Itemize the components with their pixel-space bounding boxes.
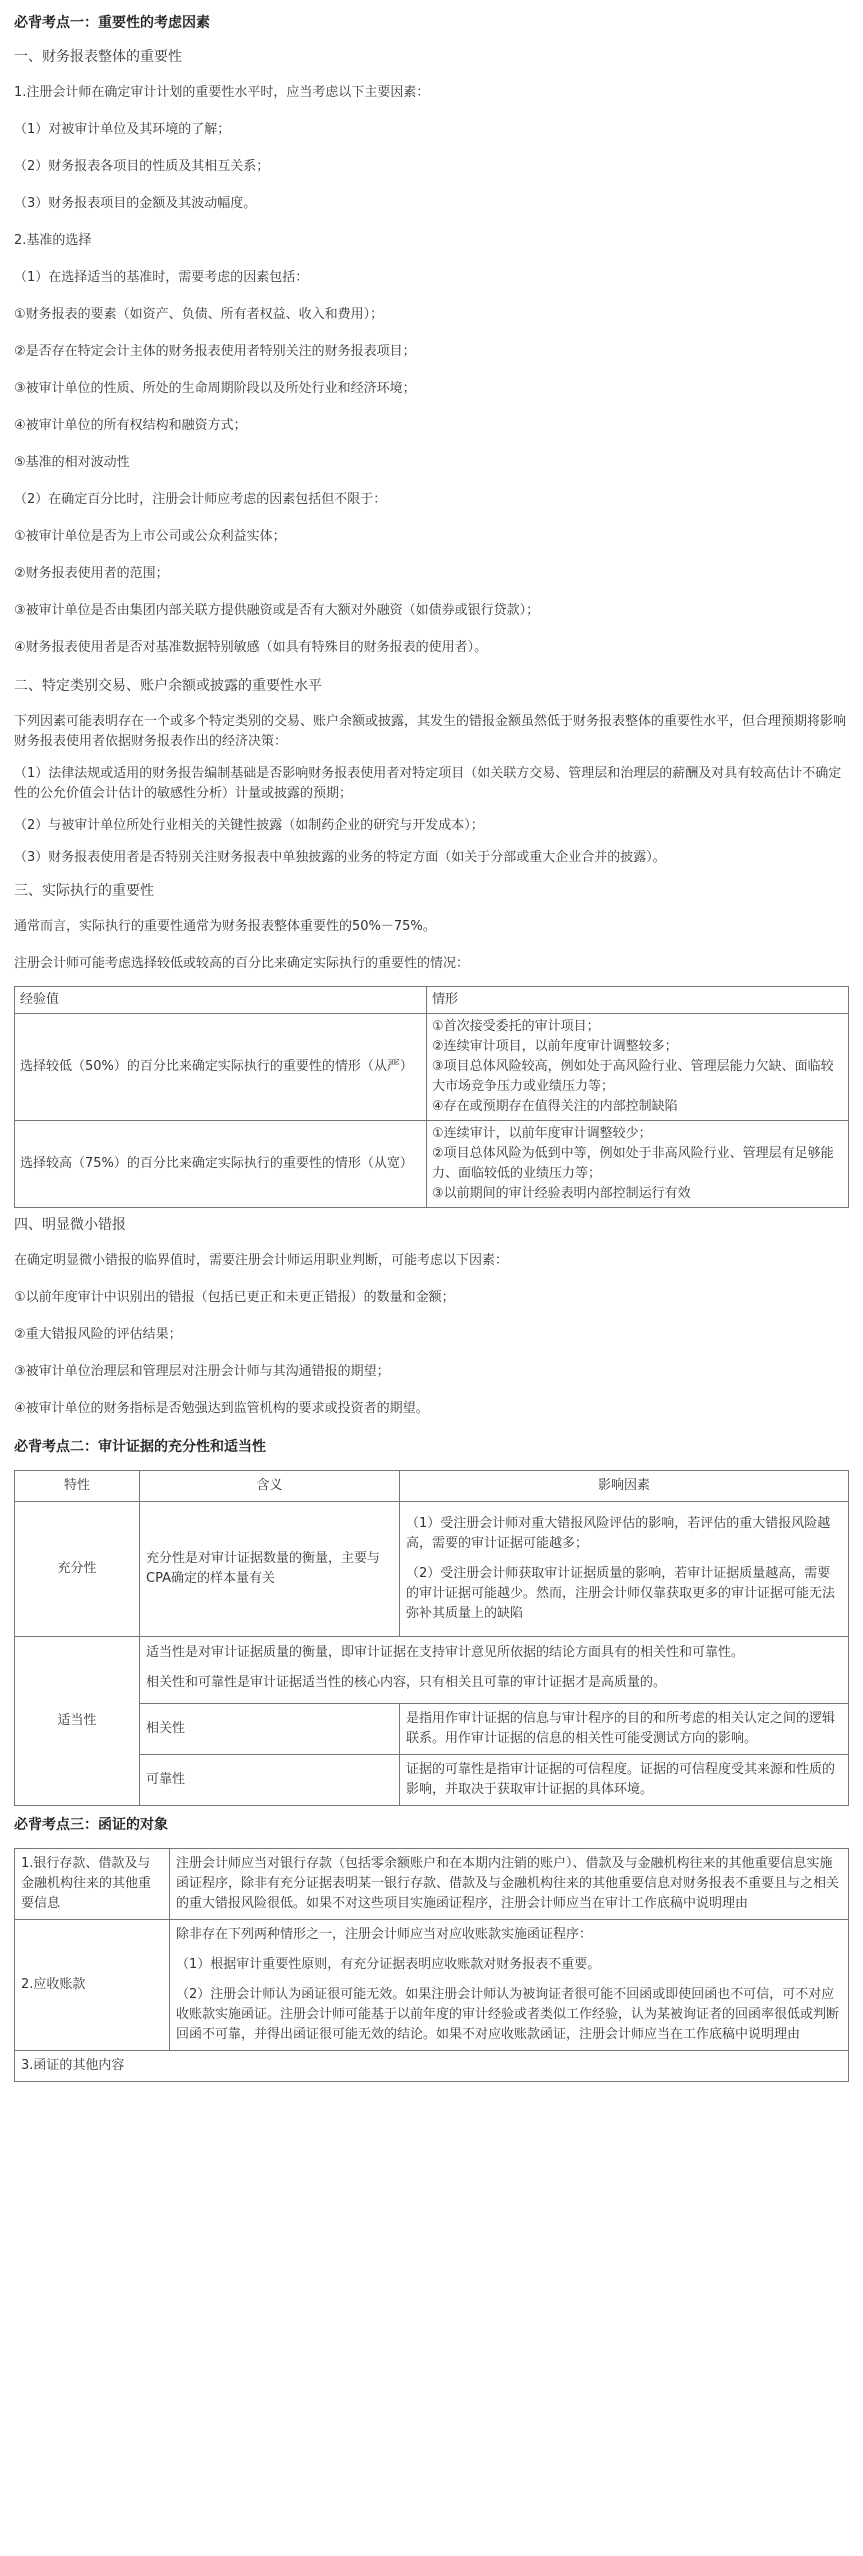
table-cell-line: 适当性是对审计证据质量的衡量，即审计证据在支持审计意见所依据的结论方面具有的相关性和可靠性。 (146, 1645, 745, 1660)
table-row (15, 1014, 849, 1121)
table-cell: 证据的可靠性是指审计证据的可信程度。证据的可信程度受其来源和性质的影响，并取决于获取审计证据的具体环境。 (400, 1755, 849, 1806)
table-cell-line: ③以前期间的审计经验表明内部控制运行有效 (432, 1186, 691, 1201)
section2-title: 必背考点二：审计证据的充分性和适当性 (14, 1439, 266, 1455)
part3-p1: 通常而言，实际执行的重要性通常为财务报表整体重要性的50%－75%。 (14, 919, 436, 934)
table-cell-line: （2）注册会计师认为函证很可能无效。如果注册会计师认为被询证者很可能不回函或即使回函也不可信，可不对应收账款实施函证。注册会计师可能基于以前年度的审计经验或者类似工作经验，认为某被询证者的回函率很低或判断回函不可靠，并得出函证很可能无效的结论。如果不对应收账款函证，注册会计师应当在工作底稿中说明理由 (176, 1987, 840, 2042)
table-row (15, 1637, 849, 1704)
part3-p2: 注册会计师可能考虑选择较低或较高的百分比来确定实际执行的重要性的情况： (14, 956, 470, 971)
table-cell: 选择较低（50%）的百分比来确定实际执行的重要性的情形（从严） (15, 1014, 427, 1121)
table-cell: 适当性 (15, 1637, 140, 1806)
part4-item: ③被审计单位治理层和管理层对注册会计师与其沟通错报的期望； (14, 1364, 390, 1379)
table-header-cell: 含义 (140, 1471, 400, 1502)
part4-intro: 在确定明显微小错报的临界值时，需要注册会计师运用职业判断，可能考虑以下因素： (14, 1253, 509, 1268)
table-row (15, 1849, 849, 1920)
part4-item: ④被审计单位的财务指标是否勉强达到监管机构的要求或投资者的期望。 (14, 1401, 429, 1416)
table-cell: 可靠性 (140, 1755, 400, 1806)
table-cell-line: ②连续审计项目，以前年度审计调整较多； (432, 1039, 678, 1054)
table-cell: 3.函证的其他内容 (15, 2051, 849, 2082)
part2-item: （2）与被审计单位所处行业相关的关键性披露（如制药企业的研究与开发成本）； (14, 818, 484, 833)
q2-sub2: （2）在确定百分比时，注册会计师应考虑的因素包括但不限于： (14, 492, 387, 507)
table-cell-line: （1）受注册会计师对重大错报风险评估的影响，若评估的重大错报风险越高，需要的审计证据可能越多； (406, 1516, 831, 1551)
table-cell (427, 1121, 849, 1208)
materiality-table (14, 986, 849, 1208)
q1-item: （2）财务报表各项目的性质及其相互关系； (14, 159, 270, 174)
part2-item: （1）法律法规或适用的财务报告编制基础是否影响财务报表使用者对特定项目（如关联方交易、管理层和治理层的薪酬及对具有较高估计不确定性的公允价值会计估计的敏感性分析）计量或披露的预期； (14, 766, 842, 801)
table-header-cell: 特性 (15, 1471, 140, 1502)
table-cell-line: 除非存在下列两种情形之一，注册会计师应当对应收账款实施函证程序： (176, 1927, 593, 1942)
evidence-table (14, 1470, 849, 1806)
table-cell-line: ④存在或预期存在值得关注的内部控制缺陷 (432, 1099, 678, 1114)
table-row (15, 1502, 849, 1637)
table-cell (400, 1502, 849, 1637)
table-cell-line: ②项目总体风险为低到中等，例如处于非高风险行业、管理层有足够能力、面临较低的业绩压力等； (432, 1146, 834, 1181)
table-row (15, 1755, 849, 1806)
table-header-cell: 影响因素 (400, 1471, 849, 1502)
table-cell (427, 1014, 849, 1121)
table-cell (170, 1920, 849, 2051)
part4-heading: 四、明显微小错报 (14, 1217, 126, 1233)
q1-text: 1.注册会计师在确定审计计划的重要性水平时，应当考虑以下主要因素： (14, 85, 430, 100)
q2-sub2-item: ④财务报表使用者是否对基准数据特别敏感（如具有特殊目的财务报表的使用者）。 (14, 640, 488, 655)
q2-text: 2.基准的选择 (14, 233, 92, 248)
table-cell (140, 1637, 849, 1704)
table-cell: 相关性 (140, 1704, 400, 1755)
table-cell-line: ①首次接受委托的审计项目； (432, 1019, 600, 1034)
section3-title: 必背考点三：函证的对象 (14, 1817, 168, 1833)
table-cell: 2.应收账款 (15, 1920, 170, 2051)
q1-item: （3）财务报表项目的金额及其波动幅度。 (14, 196, 257, 211)
part3-heading: 三、实际执行的重要性 (14, 883, 154, 899)
table-cell: 选择较高（75%）的百分比来确定实际执行的重要性的情形（从宽） (15, 1121, 427, 1208)
q2-sub2-item: ③被审计单位是否由集团内部关联方提供融资或是否有大额对外融资（如债券或银行贷款）； (14, 603, 540, 618)
table-row (15, 1920, 849, 2051)
q2-sub1-item: ①财务报表的要素（如资产、负债、所有者权益、收入和费用）； (14, 307, 384, 322)
table-header-cell: 情形 (427, 987, 849, 1014)
q2-sub1-item: ④被审计单位的所有权结构和融资方式； (14, 418, 247, 433)
q2-sub2-item: ①被审计单位是否为上市公司或公众利益实体； (14, 529, 286, 544)
part2-heading: 二、特定类别交易、账户余额或披露的重要性水平 (14, 678, 322, 694)
q2-sub1-item: ③被审计单位的性质、所处的生命周期阶段以及所处行业和经济环境； (14, 381, 416, 396)
table-row (15, 1121, 849, 1208)
q1-item: （1）对被审计单位及其环境的了解； (14, 122, 231, 137)
q2-sub1-item: ②是否存在特定会计主体的财务报表使用者特别关注的财务报表项目； (14, 344, 416, 359)
table-cell-line: （2）受注册会计师获取审计证据质量的影响，若审计证据质量越高，需要的审计证据可能越少。然而，注册会计师仅靠获取更多的审计证据可能无法弥补其质量上的缺陷 (406, 1566, 836, 1621)
table-cell-line: 相关性和可靠性是审计证据适当性的核心内容，只有相关且可靠的审计证据才是高质量的。 (146, 1675, 667, 1690)
table-cell: 是指用作审计证据的信息与审计程序的目的和所考虑的相关认定之间的逻辑联系。用作审计证据的信息的相关性可能受测试方向的影响。 (400, 1704, 849, 1755)
table-cell: 充分性是对审计证据数量的衡量，主要与CPA确定的样本量有关 (140, 1502, 400, 1637)
part4-item: ①以前年度审计中识别出的错报（包括已更正和未更正错报）的数量和金额； (14, 1290, 455, 1305)
section1-title: 必背考点一：重要性的考虑因素 (14, 15, 210, 31)
part4-item: ②重大错报风险的评估结果； (14, 1327, 182, 1342)
table-row (15, 1704, 849, 1755)
table-cell-line: ①连续审计，以前年度审计调整较少； (432, 1126, 652, 1141)
q2-sub1: （1）在选择适当的基准时，需要考虑的因素包括： (14, 270, 309, 285)
table-header-cell: 经验值 (15, 987, 427, 1014)
table-row (15, 2051, 849, 2082)
part2-intro: 下列因素可能表明存在一个或多个特定类别的交易、账户余额或披露，其发生的错报金额虽然低于财务报表整体的重要性水平，但合理预期将影响财务报表使用者依据财务报表作出的经济决策： (14, 714, 847, 749)
confirmation-table (14, 1848, 849, 2082)
table-cell: 充分性 (15, 1502, 140, 1637)
q2-sub1-item: ⑤基准的相对波动性 (14, 455, 130, 470)
table-cell-line: ③项目总体风险较高，例如处于高风险行业、管理层能力欠缺、面临较大市场竞争压力或业绩压力等； (432, 1059, 834, 1094)
q2-sub2-item: ②财务报表使用者的范围； (14, 566, 169, 581)
table-cell-line: （1）根据审计重要性原则，有充分证据表明应收账款对财务报表不重要。 (176, 1957, 601, 1972)
table-cell: 注册会计师应当对银行存款（包括零余额账户和在本期内注销的账户）、借款及与金融机构往来的其他重要信息实施函证程序，除非有充分证据表明某一银行存款、借款及与金融机构往来的其他重要信息对财务报表不重要且与之相关的重大错报风险很低。如果不对这些项目实施函证程序，注册会计师应当在审计工作底稿中说明理由 (170, 1849, 849, 1920)
table-cell: 1.银行存款、借款及与金融机构往来的其他重要信息 (15, 1849, 170, 1920)
part2-item: （3）财务报表使用者是否特别关注财务报表中单独披露的业务的特定方面（如关于分部或重大企业合并的披露）。 (14, 850, 666, 865)
part1-heading: 一、财务报表整体的重要性 (14, 49, 182, 65)
